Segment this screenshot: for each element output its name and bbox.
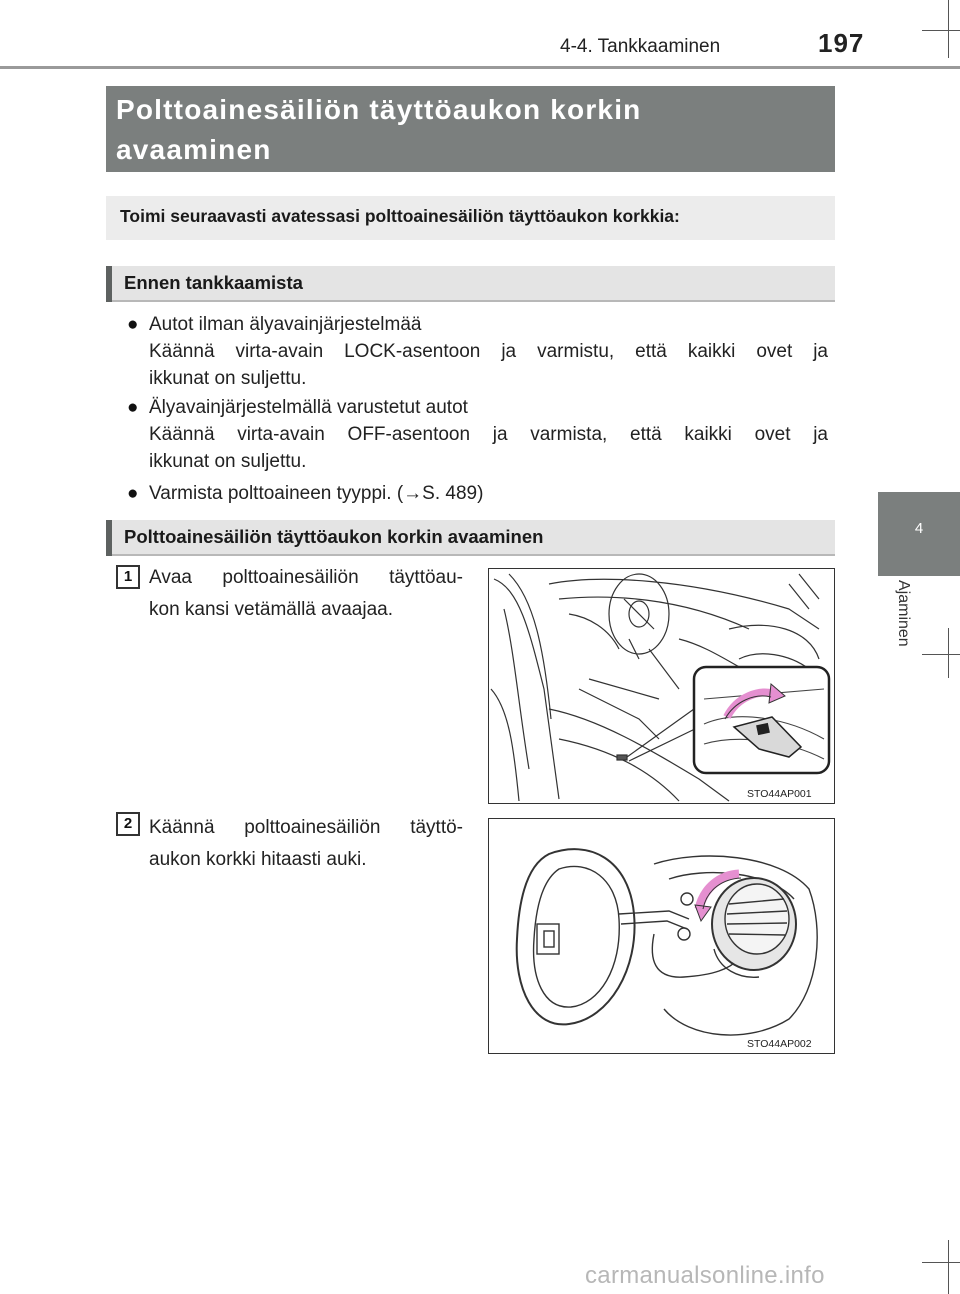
- figure-fuel-door-opener: [488, 568, 835, 804]
- header-rule: [0, 66, 960, 69]
- bullet-body: Käännä virta-avain LOCK-asentoon ja varmistu, että kaikki ovet ja: [149, 341, 828, 362]
- step-number-1: 1: [116, 565, 140, 589]
- subheading-opening: Polttoainesäiliön täyttöaukon korkin avaaminen: [124, 526, 544, 547]
- step-1-line1: Avaa polttoainesäiliön täyttöau-: [149, 567, 463, 588]
- page-title-line2: avaaminen: [116, 134, 272, 165]
- crop-mark: [922, 1262, 960, 1263]
- figure-fuel-cap: [488, 818, 835, 1054]
- bullet-title: Varmista polttoaineen tyyppi. (→S. 489): [149, 483, 484, 504]
- chapter-label: Ajaminen: [895, 580, 912, 647]
- subheading-before-refuel: Ennen tankkaamista: [124, 272, 303, 293]
- page-title: [116, 90, 816, 170]
- crop-mark: [922, 654, 960, 655]
- bullet-body: ikkunat on suljettu.: [149, 368, 307, 389]
- crop-mark: [922, 30, 960, 31]
- fuel-cap-illustration: [489, 819, 834, 1053]
- bullet-title: Autot ilman älyavainjärjestelmää: [149, 314, 422, 335]
- step-2-line1: Käännä polttoainesäiliön täyttö-: [149, 817, 463, 838]
- intro-text: Toimi seuraavasti avatessasi polttoainesäiliön täyttöaukon korkkia:: [120, 206, 680, 226]
- bullet-icon: ●: [127, 483, 139, 504]
- step-2-line2: aukon korkki hitaasti auki.: [149, 849, 367, 870]
- subheading-marker: [106, 520, 112, 556]
- crop-mark: [948, 628, 949, 678]
- chapter-number: 4: [914, 520, 924, 537]
- bullet-body: ikkunat on suljettu.: [149, 451, 307, 472]
- subheading-marker: [106, 266, 112, 302]
- figure-caption: STO44AP001: [747, 788, 812, 800]
- fuel-door-opener-illustration: [489, 569, 834, 803]
- footer-watermark[interactable]: carmanualsonline.info: [585, 1262, 825, 1289]
- section-header: 4-4. Tankkaaminen: [560, 36, 721, 57]
- figure-caption: STO44AP002: [747, 1038, 812, 1050]
- step-number-2: 2: [116, 812, 140, 836]
- bullet-title: Älyavainjärjestelmällä varustetut autot: [149, 397, 468, 418]
- crop-mark: [948, 1240, 949, 1294]
- bullet-body: Käännä virta-avain OFF-asentoon ja varmista, että kaikki ovet ja: [149, 424, 828, 445]
- bullet-icon: ●: [127, 397, 139, 418]
- page-title-line1: Polttoainesäiliön täyttöaukon korkin: [116, 94, 642, 125]
- bullet-icon: ●: [127, 314, 139, 335]
- crop-mark: [948, 0, 949, 58]
- page-number: 197: [818, 28, 865, 58]
- step-1-line2: kon kansi vetämällä avaajaa.: [149, 599, 393, 620]
